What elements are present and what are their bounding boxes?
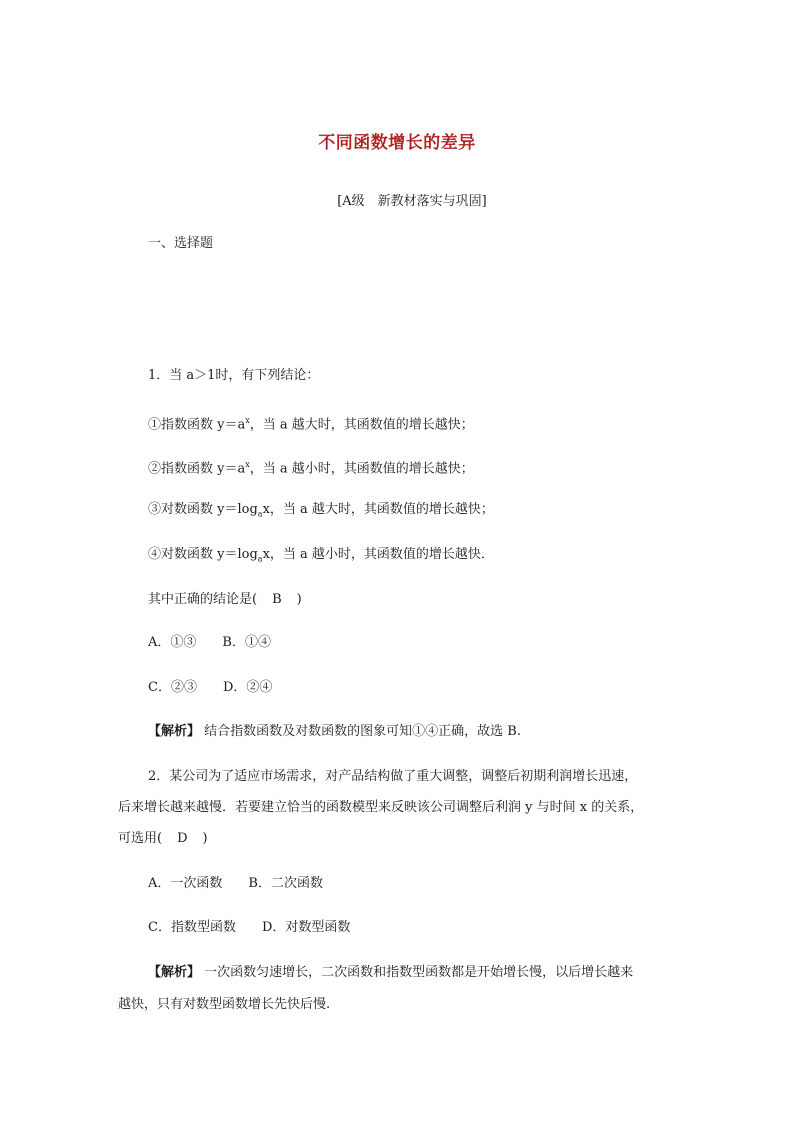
q1-statement-3: ③对数函数 $y=\log_ax$，当 a 越大时，其函数值的增长越快； [148,502,494,519]
section-heading: 一、选择题 [148,236,214,251]
q1-statement-4: ④对数函数 $y=\log_ax$，当 a 越小时，其函数值的增长越快． [148,547,494,564]
q2-line-1: 2．某公司为了适应市场需求，对产品结构做了重大调整，调整后初期利润增长迅速， [148,769,638,784]
q2-line-2: 后来增长越来越慢．若要建立恰当的函数模型来反映该公司调整后利润 y 与时间 x 的关系， [118,800,644,815]
analysis-label: 【解析】 [148,724,201,739]
q1-statement-2: ②指数函数 $y=a^x$，当 a 越小时，其函数值的增长越快； [148,460,474,477]
q1-stem: 1．当 a＞1时，有下列结论： [148,368,320,383]
q2-line-3: 可选用( D ) [118,829,208,849]
q1-statement-1: ①指数函数 $y=a^x$，当 a 越大时，其函数值的增长越快； [148,416,474,433]
q1-answer: B [272,592,282,607]
q2-options-ab: A．一次函数 B．二次函数 [148,876,323,891]
analysis-label: 【解析】 [148,965,201,980]
q1-question: 其中正确的结论是( B ) [148,590,302,610]
q2-options-cd: C．指数型函数 D．对数型函数 [148,920,351,935]
q1-analysis: 【解析】 结合指数函数及对数函数的图象可知①④正确，故选 B. [148,724,521,739]
page-title: 不同函数增长的差异 [318,133,476,153]
q2-answer: D [177,831,188,846]
level-heading: [A级 新教材落实与巩固] [337,194,487,209]
q2-analysis-line-2: 越快，只有对数型函数增长先快后慢. [118,997,331,1012]
q2-analysis-line-1: 【解析】 一次函数匀速增长，二次函数和指数型函数都是开始增长慢，以后增长越来 [148,965,634,980]
q1-options-ab: A．①③ B．①④ [148,635,271,650]
q1-options-cd: C．②③ D．②④ [148,680,273,695]
